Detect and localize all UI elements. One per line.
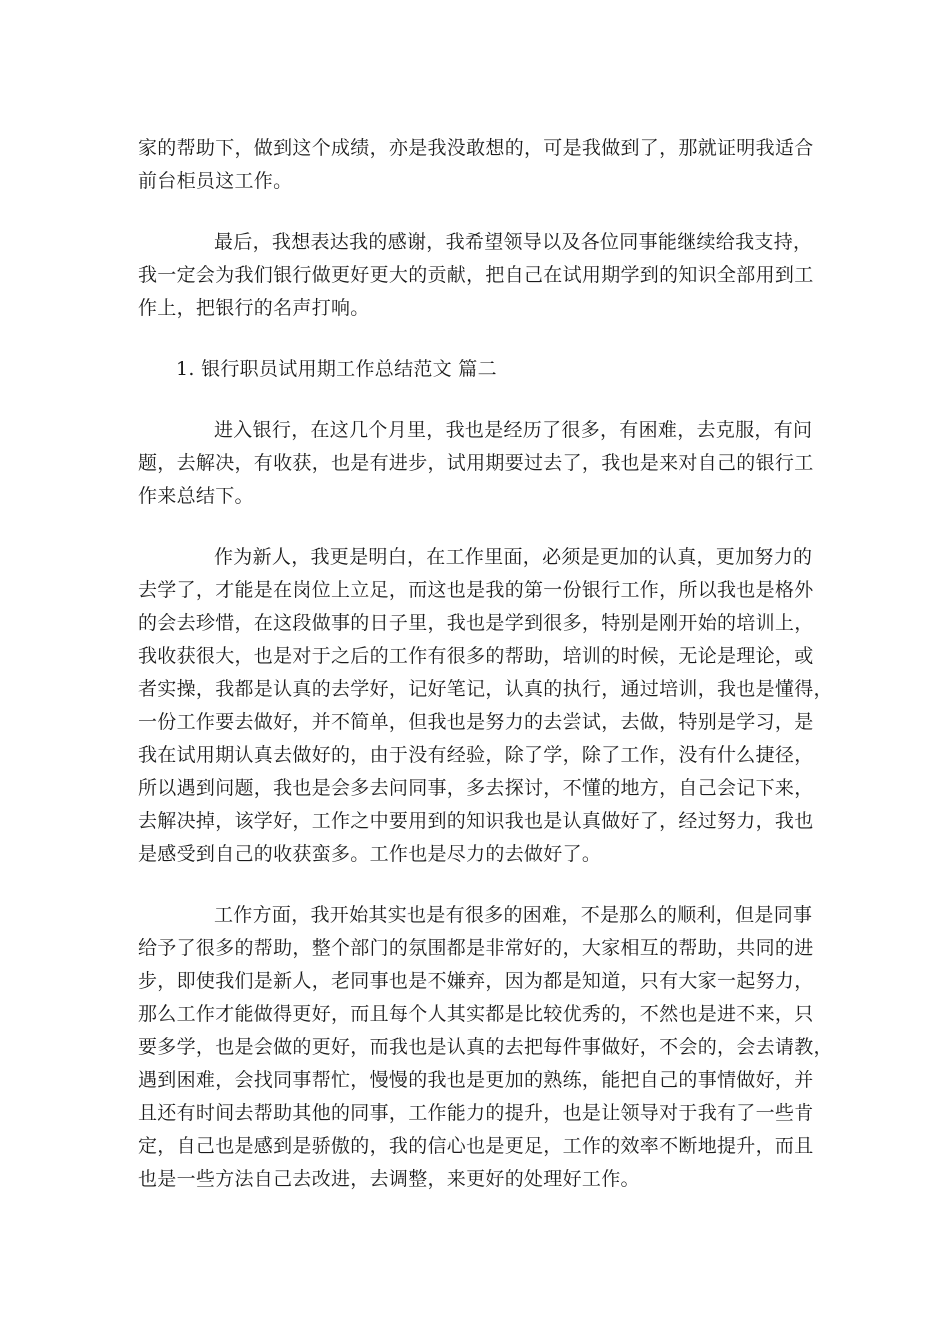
paragraph-intro xyxy=(138,414,818,513)
document-page xyxy=(138,132,833,1224)
text-line: 要多学，也是会做的更好，而我也是认真的去把每件事做好，不会的，会去请教， xyxy=(138,1036,833,1058)
text-line: 最后，我想表达我的感谢，我希望领导以及各位同事能继续给我支持， xyxy=(214,231,813,253)
text-line: 家的帮助下，做到这个成绩，亦是我没敢想的，可是我做到了，那就证明我适合 xyxy=(138,137,814,159)
text-line: 者实操，我都是认真的去学好，记好笔记，认真的执行，通过培训，我也是懂得， xyxy=(138,678,833,700)
paragraph-thanks xyxy=(138,226,818,325)
text-line: 遇到困难，会找同事帮忙，慢慢的我也是更加的熟练，能把自己的事情做好，并 xyxy=(138,1069,814,1091)
text-line: 的会去珍惜，在这段做事的日子里，我也是学到很多，特别是刚开始的培训上， xyxy=(138,612,814,634)
text-line: 题，去解决，有收获，也是有进步，试用期要过去了，我也是来对自己的银行工 xyxy=(138,452,814,474)
text-line: 作来总结下。 xyxy=(138,485,254,507)
text-line: 所以遇到问题，我也是会多去问同事，多去探讨，不懂的地方，自己会记下来， xyxy=(138,777,814,799)
text-line: 工作方面，我开始其实也是有很多的困难，不是那么的顺利，但是同事 xyxy=(214,904,813,926)
text-line: 我在试用期认真去做好的，由于没有经验，除了学，除了工作，没有什么捷径， xyxy=(138,744,814,766)
text-line: 去解决掉，该学好，工作之中要用到的知识我也是认真做好了，经过努力，我也 xyxy=(138,810,814,832)
text-line: 也是一些方法自己去改进，去调整，来更好的处理好工作。 xyxy=(138,1168,640,1190)
paragraph-newcomer xyxy=(138,541,833,871)
text-line: 步，即使我们是新人，老同事也是不嫌弃，因为都是知道，只有大家一起努力， xyxy=(138,970,814,992)
text-line: 是感受到自己的收获蛮多。工作也是尽力的去做好了。 xyxy=(138,843,602,865)
text-line: 且还有时间去帮助其他的同事，工作能力的提升，也是让领导对于我有了一些肯 xyxy=(138,1102,814,1124)
paragraph-work xyxy=(138,899,833,1196)
section-heading: 1. 银行职员试用期工作总结范文 篇二 xyxy=(176,358,497,380)
text-line: 进入银行，在这几个月里，我也是经历了很多，有困难，去克服，有问 xyxy=(214,419,813,441)
text-line: 给予了很多的帮助，整个部门的氛围都是非常好的，大家相互的帮助，共同的进 xyxy=(138,937,814,959)
text-line: 一份工作要去做好，并不简单，但我也是努力的去尝试，去做，特别是学习，是 xyxy=(138,711,814,733)
text-line: 去学了，才能是在岗位上立足，而这也是我的第一份银行工作，所以我也是格外 xyxy=(138,579,814,601)
text-line: 作上，把银行的名声打响。 xyxy=(138,297,370,319)
text-line: 前台柜员这工作。 xyxy=(138,170,293,192)
text-line: 作为新人，我更是明白，在工作里面，必须是更加的认真，更加努力的 xyxy=(214,546,813,568)
paragraph-closing-part xyxy=(138,132,818,198)
text-line: 我一定会为我们银行做更好更大的贡献，把自己在试用期学到的知识全部用到工 xyxy=(138,264,814,286)
text-line: 我收获很大，也是对于之后的工作有很多的帮助，培训的时候，无论是理论，或 xyxy=(138,645,814,667)
text-line: 定，自己也是感到是骄傲的，我的信心也是更足，工作的效率不断地提升，而且 xyxy=(138,1135,814,1157)
text-line: 那么工作才能做得更好，而且每个人其实都是比较优秀的，不然也是进不来，只 xyxy=(138,1003,814,1025)
